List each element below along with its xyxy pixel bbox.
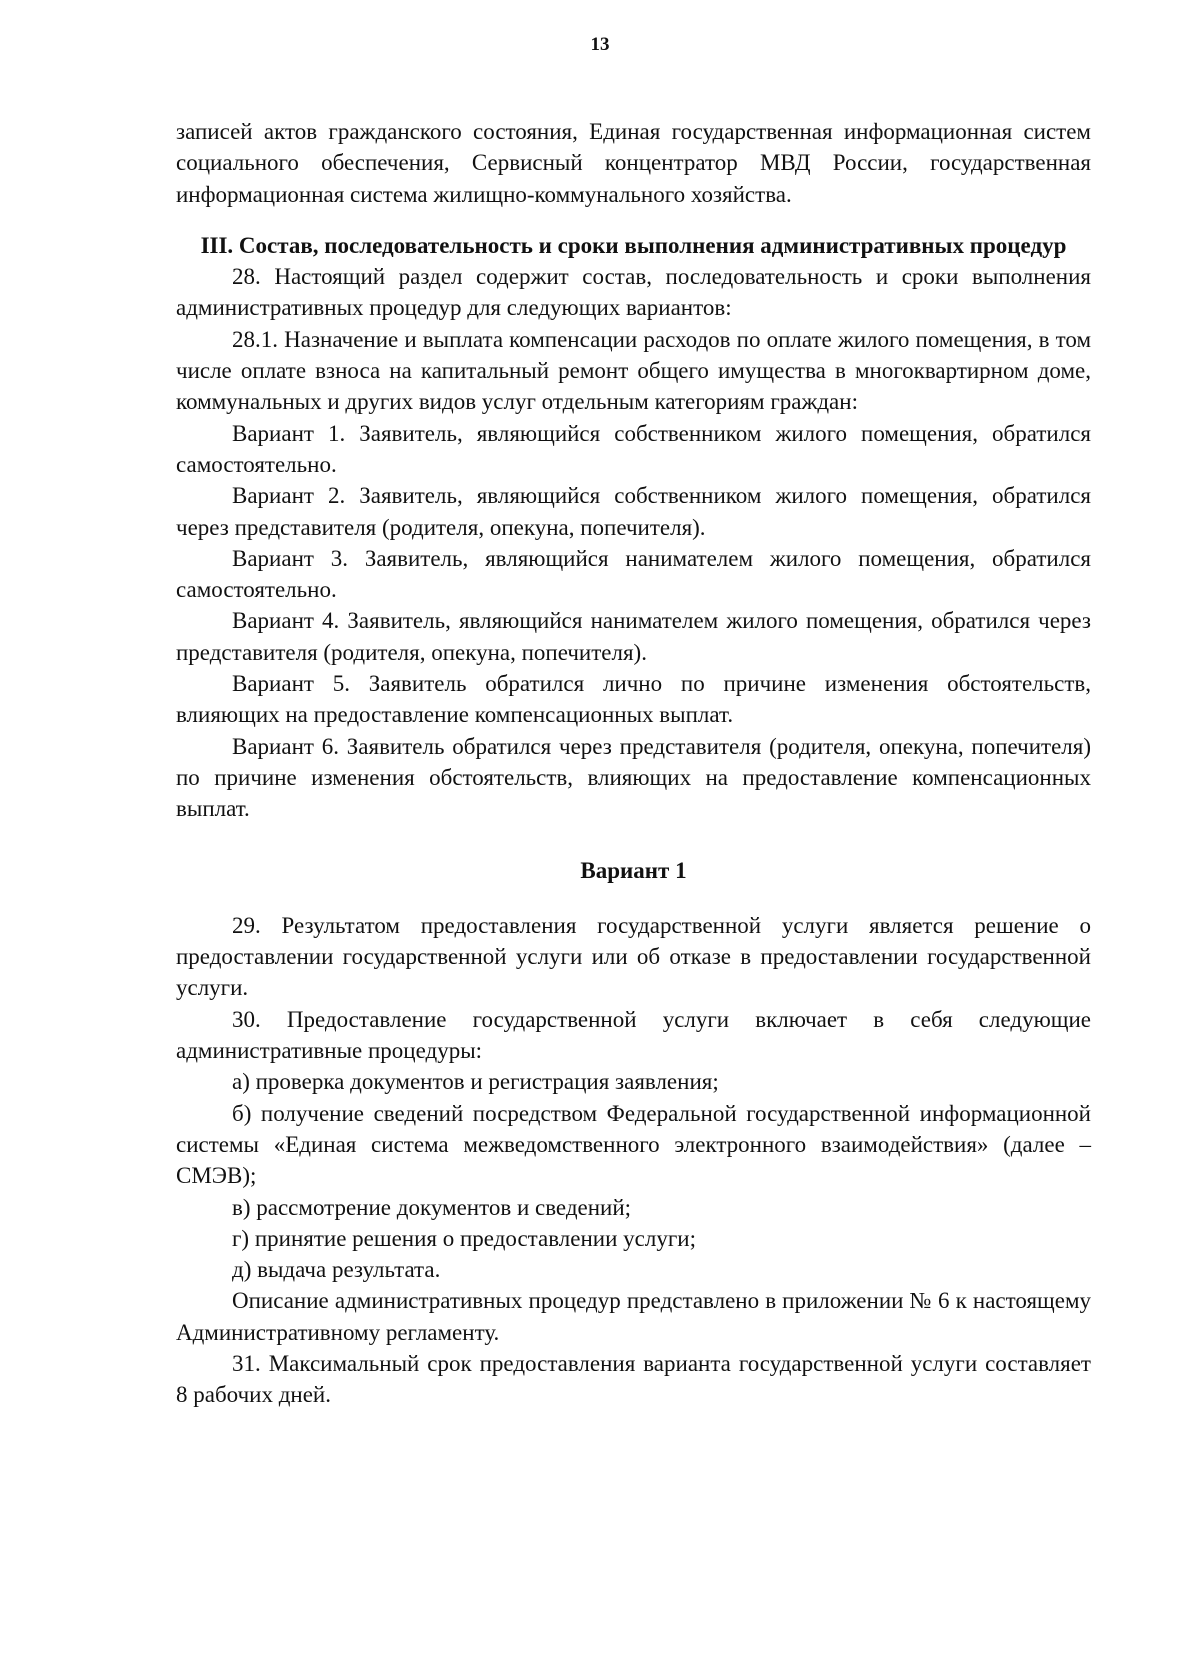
paragraph-28: 28. Настоящий раздел содержит состав, последовательность и сроки выполнения административных процедур для следующих вариантов: <box>176 264 1091 321</box>
variant-4-description: Вариант 4. Заявитель, являющийся нанимателем жилого помещения, обратился через представителя (родителя, опекуна, попечителя). <box>176 608 1091 665</box>
paragraph-29: 29. Результатом предоставления государственной услуги является решение о предоставлении государственной услуги или об отказе в предоставлении государственной услуги. <box>176 912 1091 1001</box>
variant-5-description: Вариант 5. Заявитель обратился лично по причине изменения обстоятельств, влияющих на предоставление компенсационных выплат. <box>176 671 1091 728</box>
page-content <box>176 116 1091 1411</box>
procedure-b: б) получение сведений посредством Федеральной государственной информационной системы «Единая система межведомственного электронного взаимодействия» (далее – СМЭВ); <box>176 1100 1091 1189</box>
page-number: 13 <box>590 34 610 55</box>
variant-3-description: Вариант 3. Заявитель, являющийся нанимателем жилого помещения, обратился самостоятельно. <box>176 545 1091 603</box>
variant-6-description: Вариант 6. Заявитель обратился через представителя (родителя, опекуна, попечителя) по причине изменения обстоятельств, влияющих на предоставление компенсационных выплат. <box>176 733 1091 822</box>
section-heading: III. Состав, последовательность и сроки выполнения административных процедур <box>200 232 1067 258</box>
paragraph-30: 30. Предоставление государственной услуги включает в себя следующие административные процедуры: <box>176 1006 1091 1064</box>
paragraph-28-1: 28.1. Назначение и выплата компенсации расходов по оплате жилого помещения, в том числе оплате взноса на капитальный ремонт общего имущества в многоквартирном доме, коммунальных и других видов услуг отдельным категориям граждан: <box>176 326 1091 415</box>
variant-1-description: Вариант 1. Заявитель, являющийся собственником жилого помещения, обратился самостоятельно. <box>176 420 1091 477</box>
procedure-c: в) рассмотрение документов и сведений; <box>232 1194 632 1220</box>
procedures-description: Описание административных процедур представлено в приложении № 6 к настоящему Административному регламенту. <box>176 1288 1091 1345</box>
variant-heading: Вариант 1 <box>580 857 687 883</box>
procedure-a: а) проверка документов и регистрация заявления; <box>232 1069 719 1095</box>
procedure-d: г) принятие решения о предоставлении услуги; <box>232 1225 696 1251</box>
variant-2-description: Вариант 2. Заявитель, являющийся собственником жилого помещения, обратился через представителя (родителя, опекуна, попечителя). <box>176 483 1091 540</box>
procedure-e: д) выдача результата. <box>232 1257 441 1283</box>
intro-paragraph: записей актов гражданского состояния, Единая государственная информационная систем социального обеспечения, Сервисный концентратор МВД России, государственная информационная система жилищно-коммунального хозяйства. <box>176 119 1091 207</box>
paragraph-31: 31. Максимальный срок предоставления варианта государственной услуги составляет 8 рабочих дней. <box>176 1350 1091 1408</box>
